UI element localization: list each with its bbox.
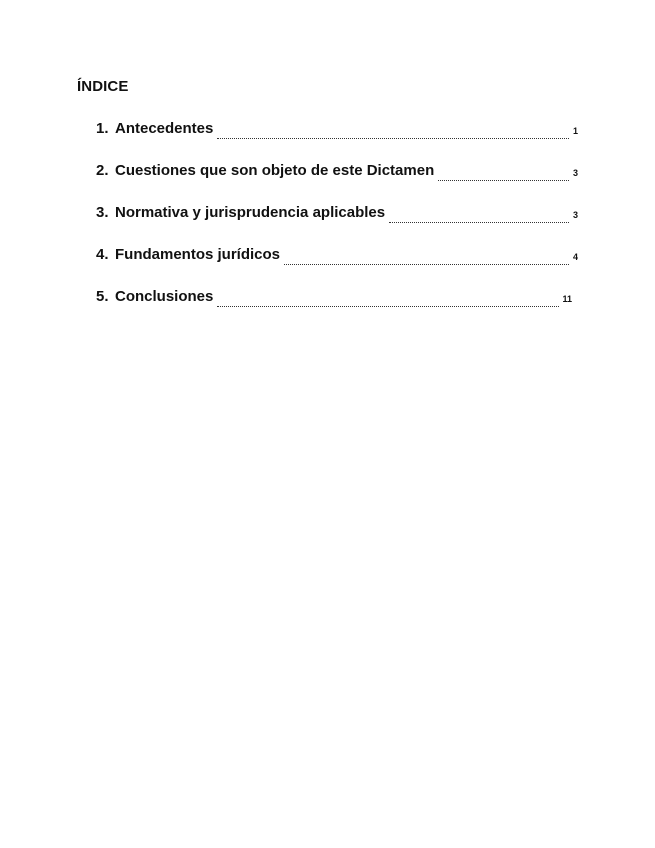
table-of-contents <box>96 120 578 330</box>
dot-leader <box>217 124 569 139</box>
toc-title: ÍNDICE <box>77 78 129 95</box>
toc-entry[interactable] <box>96 162 578 204</box>
toc-entry[interactable] <box>96 204 578 246</box>
toc-entry-page: 3 <box>572 210 578 220</box>
toc-entry-label[interactable]: Fundamentos jurídicos <box>115 246 281 263</box>
toc-entry-number: 2. <box>96 162 109 179</box>
toc-entry-number: 1. <box>96 120 109 137</box>
toc-entry-label[interactable]: Antecedentes <box>115 120 214 137</box>
toc-entry-page: 3 <box>572 168 578 178</box>
toc-entry-label[interactable]: Normativa y jurisprudencia aplicables <box>115 204 386 221</box>
dot-leader <box>217 292 559 307</box>
toc-entry[interactable] <box>96 120 578 162</box>
toc-entry-page: 1 <box>572 126 578 136</box>
toc-entry-number: 5. <box>96 288 109 305</box>
dot-leader <box>389 208 569 223</box>
toc-entry-number: 3. <box>96 204 109 221</box>
dot-leader <box>284 250 569 265</box>
toc-entry-label[interactable]: Conclusiones <box>115 288 214 305</box>
toc-entry[interactable] <box>96 246 578 288</box>
toc-entry-label[interactable]: Cuestiones que son objeto de este Dictamen <box>115 162 435 179</box>
dot-leader <box>438 166 569 181</box>
toc-entry[interactable] <box>96 288 572 330</box>
toc-entry-page: 4 <box>572 252 578 262</box>
toc-entry-number: 4. <box>96 246 109 263</box>
toc-entry-page: 11 <box>562 294 572 304</box>
